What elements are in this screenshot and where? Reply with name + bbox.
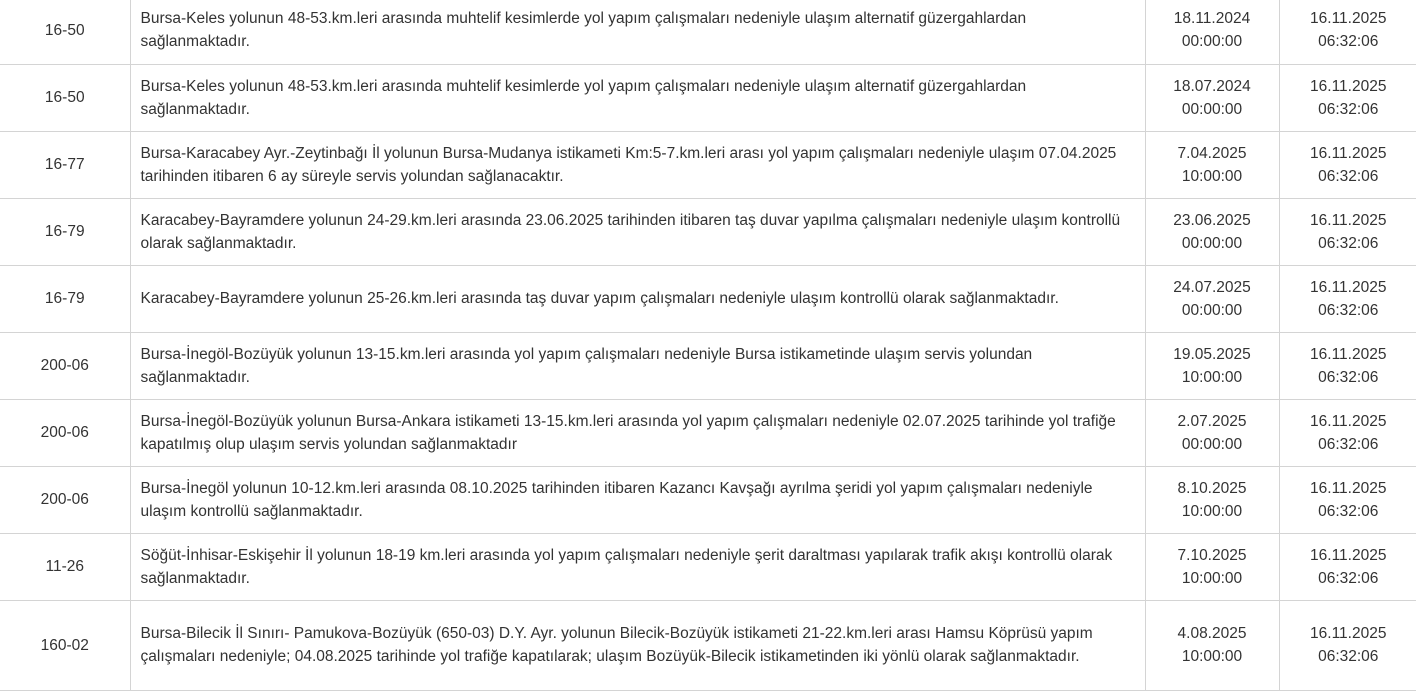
update-date: 16.11.2025 xyxy=(1310,345,1387,363)
update-datetime xyxy=(1279,332,1416,399)
work-description: Söğüt-İnhisar-Eskişehir İl yolunun 18-19 km.leri arasında yol yapım çalışmaları nedeniyle şerit daraltması yapılarak trafik akışı kontrollü olarak sağlanmaktadır. xyxy=(130,533,1145,600)
update-datetime xyxy=(1279,399,1416,466)
update-time: 06:32:06 xyxy=(1318,435,1379,453)
start-datetime xyxy=(1145,600,1279,690)
table-row xyxy=(0,600,1416,690)
update-datetime xyxy=(1279,0,1416,64)
road-code: 160-02 xyxy=(0,600,130,690)
update-time: 06:32:06 xyxy=(1318,301,1379,319)
road-code: 16-77 xyxy=(0,131,130,198)
work-description: Bursa-Keles yolunun 48-53.km.leri arasında muhtelif kesimlerde yol yapım çalışmaları nedeniyle ulaşım alternatif güzergahlardan sağlanmaktadır. xyxy=(130,64,1145,131)
start-datetime xyxy=(1145,332,1279,399)
start-datetime xyxy=(1145,399,1279,466)
start-datetime xyxy=(1145,533,1279,600)
start-date: 4.08.2025 xyxy=(1177,625,1247,642)
table-row xyxy=(0,198,1416,265)
start-date: 18.11.2024 xyxy=(1173,10,1251,28)
update-date: 16.11.2025 xyxy=(1310,479,1387,497)
start-date: 23.06.2025 xyxy=(1173,211,1251,229)
table-row xyxy=(0,332,1416,399)
update-time: 06:32:06 xyxy=(1318,167,1379,185)
start-date: 18.07.2024 xyxy=(1173,77,1251,95)
work-description: Bursa-İnegöl yolunun 10-12.km.leri arasında 08.10.2025 tarihinden itibaren Kazancı Kavşağı ayrılma şeridi yol yapım çalışmaları nedeniyle ulaşım kontrollü sağlanmaktadır. xyxy=(130,466,1145,533)
update-datetime xyxy=(1279,265,1416,332)
start-datetime xyxy=(1145,265,1279,332)
start-time: 10:00:00 xyxy=(1181,648,1243,665)
table-row xyxy=(0,265,1416,332)
update-datetime xyxy=(1279,466,1416,533)
start-datetime xyxy=(1145,198,1279,265)
work-description: Bursa-Keles yolunun 48-53.km.leri arasında muhtelif kesimlerde yol yapım çalışmaları nedeniyle ulaşım alternatif güzergahlardan sağlanmaktadır. xyxy=(130,0,1145,64)
table-row xyxy=(0,0,1416,64)
road-code: 16-79 xyxy=(0,198,130,265)
start-time: 00:00:00 xyxy=(1181,33,1243,51)
road-code: 200-06 xyxy=(0,399,130,466)
work-description: Karacabey-Bayramdere yolunun 24-29.km.leri arasında 23.06.2025 tarihinden itibaren taş duvar yapılma çalışmaları nedeniyle ulaşım kontrollü olarak sağlanmaktadır. xyxy=(130,198,1145,265)
start-time: 10:00:00 xyxy=(1181,167,1243,185)
start-time: 00:00:00 xyxy=(1181,234,1243,252)
work-description: Bursa-İnegöl-Bozüyük yolunun Bursa-Ankara istikameti 13-15.km.leri arasında yol yapım çalışmaları nedeniyle 02.07.2025 tarihinde yol trafiğe kapatılmış olup ulaşım servis yolundan sağlanmaktadır xyxy=(130,399,1145,466)
update-time: 06:32:06 xyxy=(1318,100,1379,118)
update-datetime xyxy=(1279,600,1416,690)
update-datetime xyxy=(1279,131,1416,198)
start-time: 00:00:00 xyxy=(1181,301,1243,319)
start-date: 19.05.2025 xyxy=(1173,345,1251,363)
table-row xyxy=(0,131,1416,198)
start-date: 7.10.2025 xyxy=(1177,546,1247,564)
update-date: 16.11.2025 xyxy=(1310,211,1387,229)
start-datetime xyxy=(1145,0,1279,64)
update-datetime xyxy=(1279,198,1416,265)
update-time: 06:32:06 xyxy=(1318,569,1379,587)
start-date: 2.07.2025 xyxy=(1177,412,1247,430)
start-time: 00:00:00 xyxy=(1181,435,1243,453)
work-description: Bursa-Bilecik İl Sınırı- Pamukova-Bozüyük (650-03) D.Y. Ayr. yolunun Bilecik-Bozüyük istikameti 21-22.km.leri arası Hamsu Köprüsü yapım çalışmaları nedeniyle; 04.08.2025 tarihinde yol trafiğe kapatılarak; ulaşım Bozüyük-Bilecik istikametinden iki yönlü olarak sağlanmaktadır. xyxy=(130,600,1145,690)
start-time: 10:00:00 xyxy=(1181,569,1243,587)
start-date: 7.04.2025 xyxy=(1177,144,1247,162)
update-time: 06:32:06 xyxy=(1318,234,1379,252)
start-datetime xyxy=(1145,131,1279,198)
work-description: Bursa-İnegöl-Bozüyük yolunun 13-15.km.leri arasında yol yapım çalışmaları nedeniyle Bursa istikametinde ulaşım servis yolundan sağlanmaktadır. xyxy=(130,332,1145,399)
start-date: 24.07.2025 xyxy=(1173,278,1251,296)
update-time: 06:32:06 xyxy=(1318,33,1379,51)
table-row xyxy=(0,64,1416,131)
update-datetime xyxy=(1279,533,1416,600)
update-date: 16.11.2025 xyxy=(1310,144,1387,162)
table-row xyxy=(0,399,1416,466)
road-code: 11-26 xyxy=(0,533,130,600)
work-description: Karacabey-Bayramdere yolunun 25-26.km.leri arasında taş duvar yapım çalışmaları nedeniyle ulaşım kontrollü olarak sağlanmaktadır. xyxy=(130,265,1145,332)
start-time: 00:00:00 xyxy=(1181,100,1243,118)
table-row xyxy=(0,466,1416,533)
start-date: 8.10.2025 xyxy=(1177,479,1247,497)
update-date: 16.11.2025 xyxy=(1310,546,1387,564)
update-datetime xyxy=(1279,64,1416,131)
update-date: 16.11.2025 xyxy=(1310,412,1387,430)
update-date: 16.11.2025 xyxy=(1310,77,1387,95)
table-row xyxy=(0,533,1416,600)
update-time: 06:32:06 xyxy=(1318,368,1379,386)
update-time: 06:32:06 xyxy=(1318,502,1379,520)
update-date: 16.11.2025 xyxy=(1310,278,1387,296)
work-description: Bursa-Karacabey Ayr.-Zeytinbağı İl yolunun Bursa-Mudanya istikameti Km:5-7.km.leri arası yol yapım çalışmaları nedeniyle ulaşım 07.04.2025 tarihinden itibaren 6 ay süreyle servis yolundan sağlanacaktır. xyxy=(130,131,1145,198)
start-datetime xyxy=(1145,64,1279,131)
start-datetime xyxy=(1145,466,1279,533)
road-code: 200-06 xyxy=(0,466,130,533)
update-time: 06:32:06 xyxy=(1318,648,1379,665)
road-code: 16-50 xyxy=(0,0,130,64)
road-code: 16-79 xyxy=(0,265,130,332)
road-code: 16-50 xyxy=(0,64,130,131)
update-date: 16.11.2025 xyxy=(1310,625,1387,642)
start-time: 10:00:00 xyxy=(1181,502,1243,520)
start-time: 10:00:00 xyxy=(1181,368,1243,386)
road-code: 200-06 xyxy=(0,332,130,399)
update-date: 16.11.2025 xyxy=(1310,10,1387,28)
